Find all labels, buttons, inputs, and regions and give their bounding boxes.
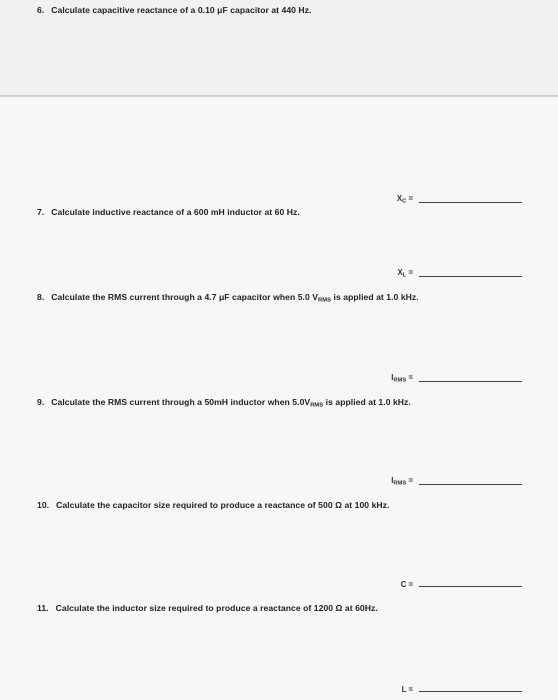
- answer-blank-line[interactable]: [419, 275, 522, 277]
- answer-6: [397, 194, 522, 205]
- question-text: Calculate the inductor size required to produce a reactance of 1200 Ω at 60Hz.: [55, 603, 378, 613]
- answer-blank-line[interactable]: [419, 690, 522, 692]
- answer-blank-line[interactable]: [419, 585, 522, 587]
- question-text: Calculate the RMS current through a 50mH inductor when $5.0V_{RMS}$ is applied at 1.0 kHz.: [51, 397, 411, 409]
- answer-blank-line[interactable]: [419, 380, 522, 382]
- question-9: [37, 397, 411, 409]
- question-text: Calculate the RMS current through a 4.7 μF capacitor when 5.0 $V_{RMS}$ is applied at 1.0 kHz.: [51, 292, 419, 304]
- question-number: 6.: [37, 5, 45, 15]
- answer-label: $X_C$ =: [396, 194, 413, 205]
- question-11: [37, 603, 378, 613]
- question-text: Calculate inductive reactance of a 600 mH inductor at 60 Hz.: [51, 207, 300, 217]
- question-text: Calculate the capacitor size required to produce a reactance of 500 Ω at 100 kHz.: [56, 500, 390, 510]
- answer-10: [401, 580, 522, 589]
- question-number: 11.: [37, 603, 49, 613]
- answer-label: C =: [400, 580, 413, 589]
- answer-9: [391, 476, 522, 487]
- answer-label: $X_L$ =: [397, 268, 413, 279]
- question-text: Calculate capacitive reactance of a 0.10 μF capacitor at 440 Hz.: [51, 5, 312, 15]
- question-number: 7.: [37, 207, 45, 217]
- answer-blank-line[interactable]: [419, 483, 522, 485]
- answer-blank-line[interactable]: [419, 201, 522, 203]
- question-7: [37, 207, 300, 217]
- answer-label: $I_{RMS}$ =: [391, 373, 413, 384]
- answer-label: $I_{RMS}$ =: [391, 476, 413, 487]
- question-number: 8.: [37, 292, 45, 302]
- answer-7: [398, 268, 522, 279]
- question-number: 9.: [37, 397, 45, 407]
- answer-label: L =: [401, 685, 413, 694]
- question-number: 10.: [37, 500, 50, 510]
- answer-11: [402, 685, 522, 694]
- question-8: [37, 292, 419, 304]
- question-10: [37, 500, 389, 510]
- question-6: [37, 5, 311, 15]
- answer-8: [391, 373, 522, 384]
